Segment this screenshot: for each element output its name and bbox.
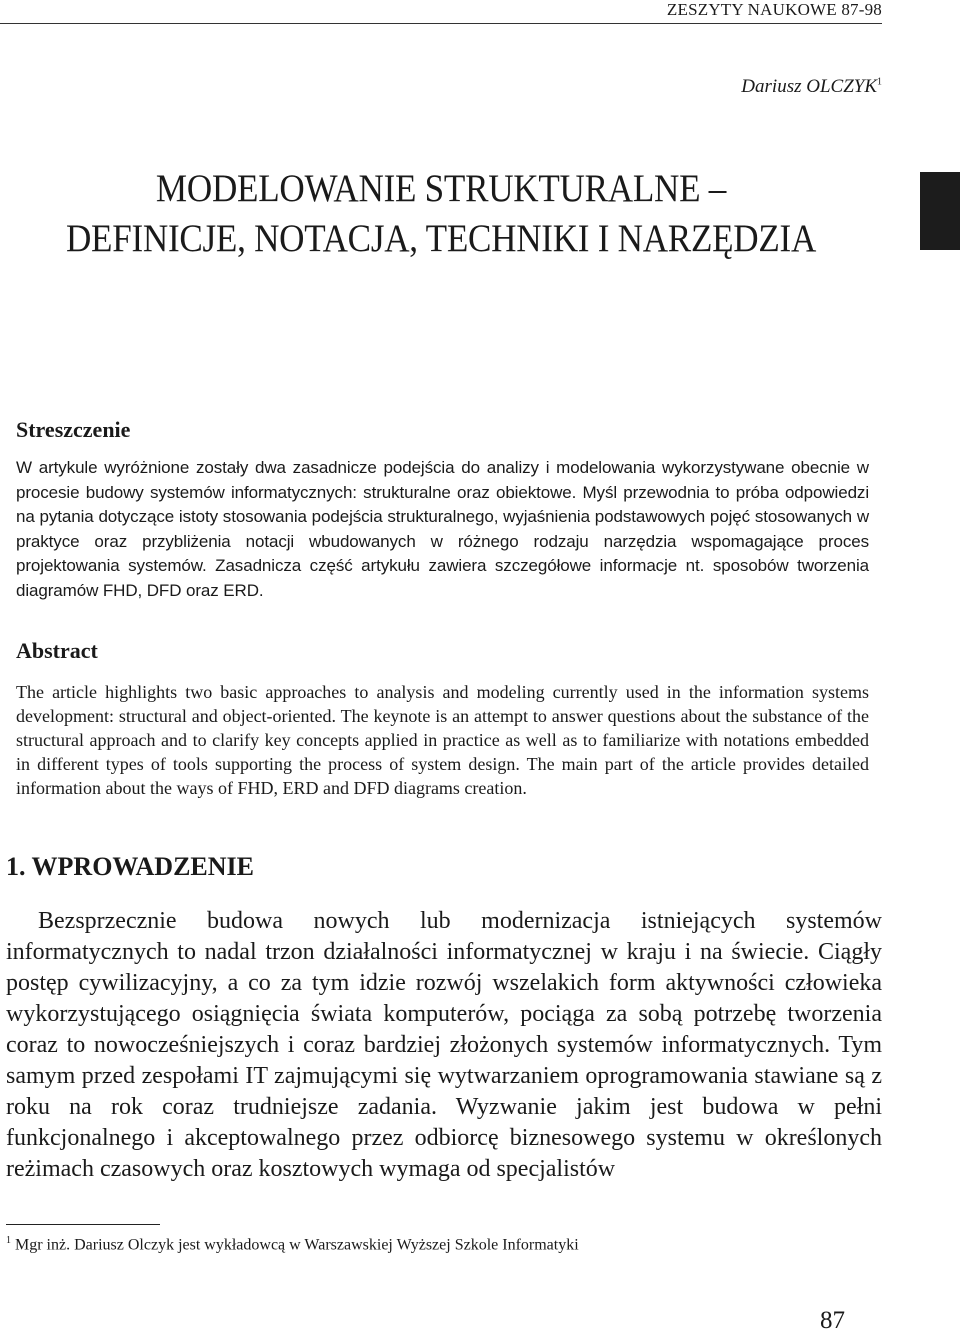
intro-heading: 1. WPROWADZENIE [6,852,255,881]
footnote-text: Mgr inż. Dariusz Olczyk jest wykładowcą w Warszawskiej Wyższej Szkole Informatyki [15,1236,579,1254]
intro-paragraph: Bezsprzecznie budowa nowych lub modernizacja istniejących systemów informatycznych to nadal trzon działalności informatycznej w kraju i na świecie. Ciągły postęp cywilizacyjny, a co za tym idzie rozwój wszelakich form aktywności człowieka wykorzystującego osiągnięcia świata komputerów, pociąga za sobą potrzebę tworzenia coraz to nowocześniejszych i coraz bardziej złożonych systemów informatycznych. Tym samym przed zespołami IT zajmującymi się wytwarzaniem oprogramowania stawiane są z roku na rok coraz trudniejsze zadania. Wyzwanie jakim jest budowa w pełni funkcjonalnego i akceptowalnego przez odbiorcę biznesowego systemu w określonych reżimach czasowych oraz kosztowych wymaga od specjalistów [6,908,882,1182]
chapter-thumb-tab [920,172,960,250]
author-name-text: Dariusz OLCZYK [741,76,877,97]
footnote [6,1235,579,1254]
title-line-1: MODELOWANIE STRUKTURALNE – [155,167,727,210]
footnote-marker: 1 [6,1235,11,1246]
header-rule [0,23,882,24]
author-footnote-marker: 1 [877,76,882,88]
page-number: 87 [820,1307,845,1334]
abstract-text: The article highlights two basic approaches to analysis and modeling currently used in the information systems development: structural and object-oriented. The keynote is an attempt to answer questions about the substance of the structural approach and to clarify key concepts applied in practice as well as to familiarize with notations embedded in different types of tools supporting the process of system design. The main part of the article provides detailed information about the ways of FHD, ERD and DFD diagrams creation. [16,682,869,798]
author-name [741,76,882,98]
streszczenie-text: W artykule wyróżnione zostały dwa zasadnicze podejścia do analizy i modelowania wykorzystywane obecnie w procesie budowy systemów informatycznych: strukturalne oraz obiektowe. Myśl przewodnia to próba odpowiedzi na pytania dotyczące istoty stosowania podejścia strukturalnego, wyjaśnienia podstawowych pojęć stosowanych w praktyce oraz przybliżenia notacji wbudowanych w różnego rodzaju narzędzia wspomagające proces projektowania systemów. Zasadnicza część artykułu zawiera szczegółowe informacje nt. sposobów tworzenia diagramów FHD, DFD oraz ERD. [16,458,869,600]
streszczenie-heading: Streszczenie [16,417,131,442]
title-line-2: DEFINICJE, NOTACJA, TECHNIKI I NARZĘDZIA [65,217,817,260]
running-head-journal: ZESZYTY NAUKOWE 87-98 [666,0,882,19]
abstract-heading: Abstract [16,638,98,663]
footnote-rule [6,1224,160,1225]
article-title [44,164,838,264]
